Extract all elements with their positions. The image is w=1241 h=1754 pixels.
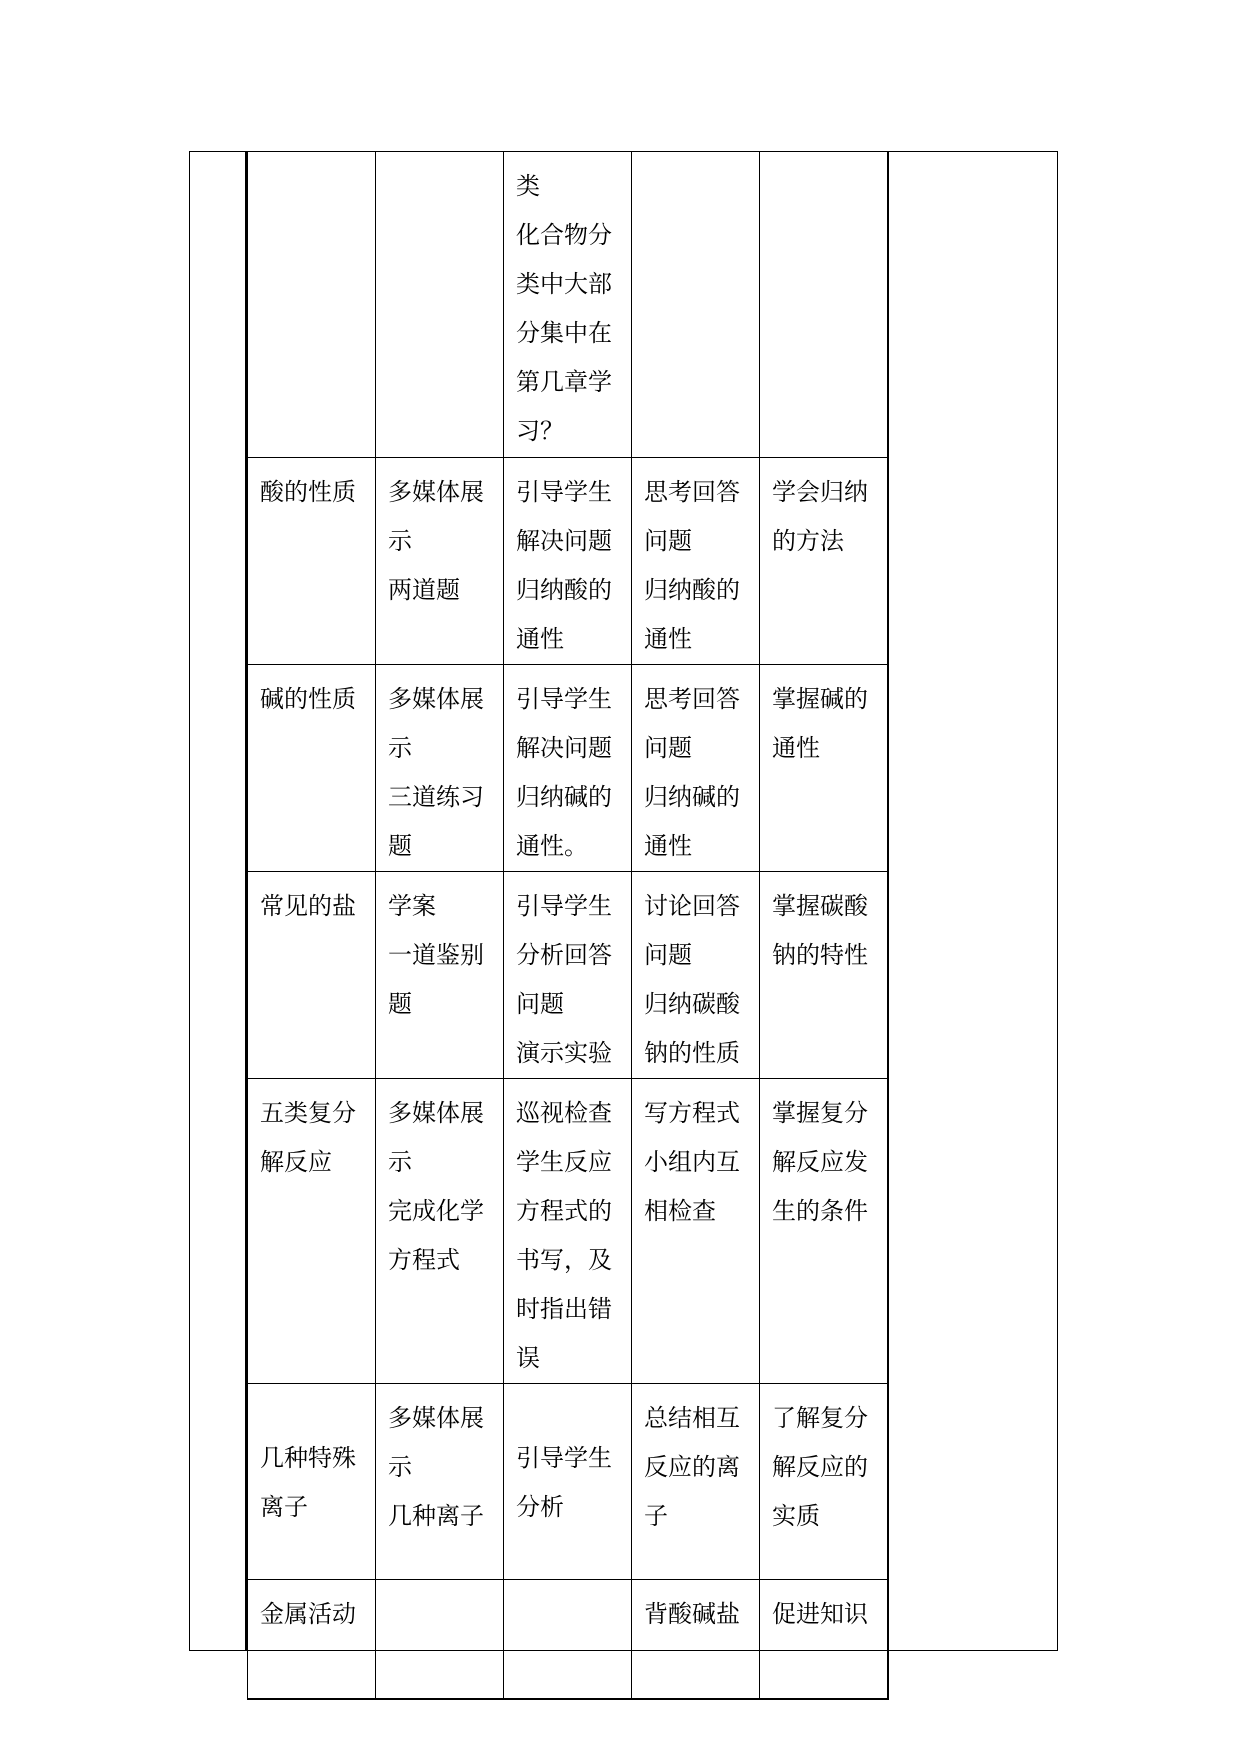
cell-text-line: 类 — [516, 172, 540, 200]
cell-text-line: 写方程式 — [644, 1099, 740, 1127]
cell-text-line: 解决问题 — [516, 527, 612, 555]
cell-text-line: 分析回答 — [516, 941, 612, 969]
cell-text-line: 通性 — [644, 832, 692, 860]
cell-text-line: 两道题 — [388, 576, 460, 604]
student-activity-cell — [632, 872, 760, 1079]
cell-text-line: 问题 — [516, 990, 564, 1018]
topic-cell — [248, 1079, 376, 1384]
cell-text-line: 通性。 — [516, 832, 588, 860]
table-body — [248, 152, 888, 1699]
cell-text-line: 时指出错 — [516, 1295, 612, 1323]
cell-text-line: 的方法 — [772, 527, 844, 555]
cell-text-line: 问题 — [644, 734, 692, 762]
cell-text-line: 相检查 — [644, 1197, 716, 1225]
cell-text-line: 方程式 — [388, 1246, 460, 1274]
cell-text-line: 示 — [388, 527, 412, 555]
lesson-table — [247, 151, 889, 1700]
cell-text-line: 完成化学 — [388, 1197, 484, 1225]
cell-text-line: 示 — [388, 1148, 412, 1176]
cell-text-line: 促进知识 — [772, 1600, 868, 1628]
cell-text-line: 题 — [388, 832, 412, 860]
cell-text-line: 问题 — [644, 527, 692, 555]
cell-text-line: 解决问题 — [516, 734, 612, 762]
cell-text-line: 解反应的 — [772, 1453, 868, 1481]
goal-cell — [760, 872, 888, 1079]
cell-text-line: 问题 — [644, 941, 692, 969]
media-cell — [376, 152, 504, 458]
cell-text-line: 通性 — [516, 625, 564, 653]
cell-text-line: 一道鉴别 — [388, 941, 484, 969]
cell-text-line: 三道练习 — [388, 783, 484, 811]
goal-cell — [760, 152, 888, 458]
cell-text-line: 反应的离 — [644, 1453, 740, 1481]
teacher-activity-cell — [504, 1580, 632, 1699]
cell-text-line: 第几章学 — [516, 368, 612, 396]
goal-cell — [760, 1580, 888, 1699]
cell-text-line: 掌握碳酸 — [772, 892, 868, 920]
table-row — [248, 458, 888, 665]
cell-text-line: 多媒体展 — [388, 478, 484, 506]
cell-text-line: 酸的性质 — [260, 478, 356, 506]
cell-text-line: 几种特殊 — [260, 1444, 356, 1472]
student-activity-cell — [632, 1384, 760, 1580]
cell-text-line: 生的条件 — [772, 1197, 868, 1225]
table-row — [248, 1079, 888, 1384]
cell-text-line: 分集中在 — [516, 319, 612, 347]
cell-text-line: 小组内互 — [644, 1148, 740, 1176]
cell-text-line: 归纳酸的 — [516, 576, 612, 604]
media-cell — [376, 872, 504, 1079]
cell-text-line: 通性 — [772, 734, 820, 762]
cell-text-line: 背酸碱盐 — [644, 1600, 740, 1628]
table-row — [248, 1580, 888, 1699]
cell-text-line: 引导学生 — [516, 892, 612, 920]
topic-cell — [248, 458, 376, 665]
cell-text-line: 讨论回答 — [644, 892, 740, 920]
student-activity-cell — [632, 1580, 760, 1699]
student-activity-cell — [632, 152, 760, 458]
cell-text-line: 子 — [644, 1502, 668, 1530]
table-row — [248, 872, 888, 1079]
media-cell — [376, 1384, 504, 1580]
cell-text-line: 常见的盐 — [260, 892, 356, 920]
cell-text-line: 离子 — [260, 1493, 308, 1521]
teacher-activity-cell — [504, 665, 632, 872]
goal-cell — [760, 1079, 888, 1384]
cell-text-line: 方程式的 — [516, 1197, 612, 1225]
goal-cell — [760, 1384, 888, 1580]
cell-text-line: 总结相互 — [644, 1404, 740, 1432]
cell-text-line: 金属活动 — [260, 1600, 356, 1628]
table-row — [248, 152, 888, 458]
cell-text-line: 归纳碳酸 — [644, 990, 740, 1018]
topic-cell — [248, 1580, 376, 1699]
cell-text-line: 归纳碱的 — [516, 783, 612, 811]
cell-text-line: 钠的性质 — [644, 1039, 740, 1067]
cell-text-line: 通性 — [644, 625, 692, 653]
cell-text-line: 学生反应 — [516, 1148, 612, 1176]
student-activity-cell — [632, 1079, 760, 1384]
cell-text-line: 五类复分 — [260, 1099, 356, 1127]
cell-text-line: 思考回答 — [644, 478, 740, 506]
teacher-activity-cell — [504, 152, 632, 458]
cell-text-line: 引导学生 — [516, 1444, 612, 1472]
student-activity-cell — [632, 458, 760, 665]
goal-cell — [760, 458, 888, 665]
student-activity-cell — [632, 665, 760, 872]
cell-text-line: 巡视检查 — [516, 1099, 612, 1127]
cell-text-line: 解反应 — [260, 1148, 332, 1176]
cell-text-line: 掌握碱的 — [772, 685, 868, 713]
cell-text-line: 习？ — [516, 417, 564, 445]
teacher-activity-cell — [504, 1384, 632, 1580]
cell-text-line: 引导学生 — [516, 685, 612, 713]
cell-text-line: 几种离子 — [388, 1502, 484, 1530]
cell-text-line: 书写，及 — [516, 1246, 612, 1274]
teacher-activity-cell — [504, 458, 632, 665]
cell-text-line: 归纳碱的 — [644, 783, 740, 811]
cell-text-line: 碱的性质 — [260, 685, 356, 713]
cell-text-line: 学案 — [388, 892, 436, 920]
cell-text-line: 掌握复分 — [772, 1099, 868, 1127]
cell-text-line: 钠的特性 — [772, 941, 868, 969]
cell-text-line: 思考回答 — [644, 685, 740, 713]
cell-text-line: 分析 — [516, 1493, 564, 1521]
teacher-activity-cell — [504, 872, 632, 1079]
table-row — [248, 665, 888, 872]
cell-text-line: 学会归纳 — [772, 478, 868, 506]
teacher-activity-cell — [504, 1079, 632, 1384]
topic-cell — [248, 872, 376, 1079]
cell-text-line: 多媒体展 — [388, 685, 484, 713]
topic-cell — [248, 665, 376, 872]
cell-text-line: 示 — [388, 734, 412, 762]
cell-text-line: 类中大部 — [516, 270, 612, 298]
cell-text-line: 了解复分 — [772, 1404, 868, 1432]
cell-text-line: 误 — [516, 1344, 540, 1372]
cell-text-line: 实质 — [772, 1502, 820, 1530]
media-cell — [376, 458, 504, 665]
topic-cell — [248, 1384, 376, 1580]
cell-text-line: 题 — [388, 990, 412, 1018]
table-row — [248, 1384, 888, 1580]
cell-text-line: 多媒体展 — [388, 1404, 484, 1432]
cell-text-line: 化合物分 — [516, 221, 612, 249]
cell-text-line: 解反应发 — [772, 1148, 868, 1176]
cell-text-line: 演示实验 — [516, 1039, 612, 1067]
cell-text-line: 引导学生 — [516, 478, 612, 506]
media-cell — [376, 1580, 504, 1699]
cell-text-line: 示 — [388, 1453, 412, 1481]
goal-cell — [760, 665, 888, 872]
media-cell — [376, 665, 504, 872]
cell-text-line: 多媒体展 — [388, 1099, 484, 1127]
media-cell — [376, 1079, 504, 1384]
topic-cell — [248, 152, 376, 458]
cell-text-line: 归纳酸的 — [644, 576, 740, 604]
